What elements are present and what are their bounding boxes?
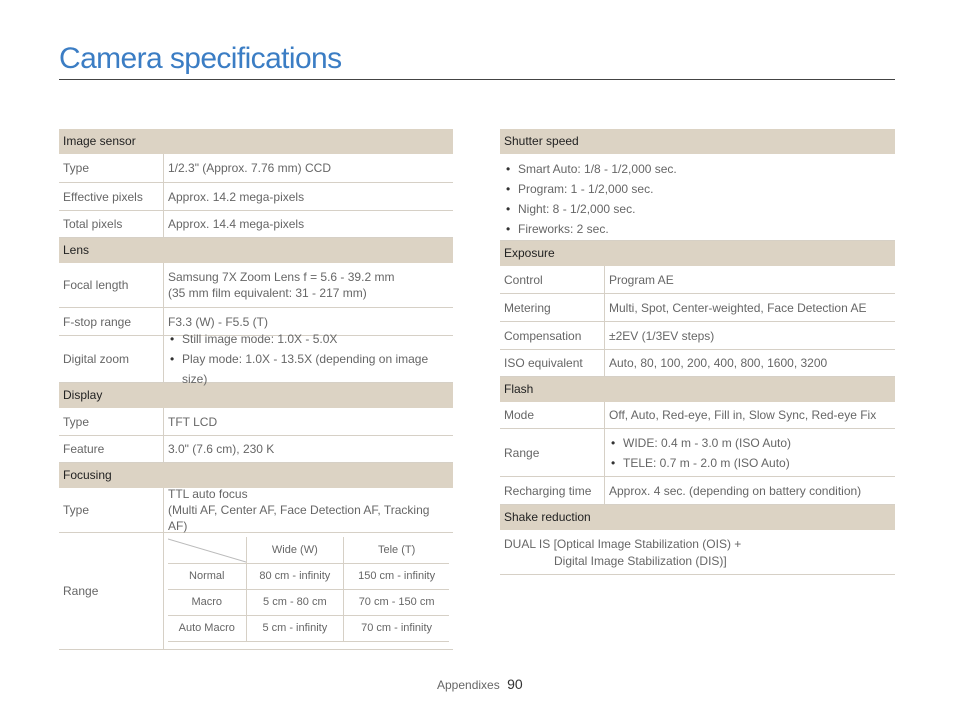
spec-value: 1/2.3" (Approx. 7.76 mm) CCD [168,161,331,175]
spec-value: F3.3 (W) - F5.5 (T) [168,314,268,329]
table-row [168,589,449,615]
spec-row-flash-mode [500,402,895,429]
spec-row-focal-length [59,263,453,308]
diagonal-line-icon [168,537,246,563]
spec-value: TFT LCD [168,414,218,429]
range-wide: 5 cm - infinity [246,615,344,641]
spec-row-recharge [500,477,895,505]
spec-key: Recharging time [500,477,605,504]
range-col-wide: Wide (W) [246,537,344,563]
spec-row-digital-zoom [59,332,453,386]
spec-value [164,533,453,649]
range-tele: 70 cm - infinity [344,615,449,641]
range-wide: 80 cm - infinity [246,563,344,589]
section-header-lens: Lens [59,238,453,263]
focal-line-1: Samsung 7X Zoom Lens f = 5.6 - 39.2 mm [168,270,395,284]
spec-row-focus-type [59,488,453,533]
range-mode: Macro [168,589,246,615]
list-item: • Fireworks: 2 sec. [504,219,891,239]
list-item: • Smart Auto: 1/8 - 1/2,000 sec. [504,159,891,179]
spec-value: Multi, Spot, Center-weighted, Face Detection AE [609,300,867,315]
spec-row-iso [500,350,895,377]
spec-row-display-type [59,408,453,436]
spec-column-right [500,129,895,575]
flash-range-list [609,433,891,473]
list-item: • Still image mode: 1.0X - 5.0X [168,329,449,349]
focal-line-2: (35 mm film equivalent: 31 - 217 mm) [168,286,367,300]
spec-key: Range [500,429,605,476]
list-item: • TELE: 0.7 m - 2.0 m (ISO Auto) [609,453,891,473]
list-item: • WIDE: 0.4 m - 3.0 m (ISO Auto) [609,433,891,453]
spec-key: Type [59,408,164,435]
range-table-corner [168,537,246,563]
focus-type-line-2: (Multi AF, Center AF, Face Detection AF, Tracking AF) [168,503,430,533]
spec-key: Metering [500,294,605,321]
range-col-tele: Tele (T) [344,537,449,563]
spec-value: Approx. 14.4 mega-pixels [168,217,305,231]
section-header-image-sensor: Image sensor [59,129,453,154]
spec-row-compensation [500,322,895,350]
focus-range-table [168,537,449,642]
spec-row-display-feature [59,436,453,463]
spec-value [164,263,453,307]
zoom-list [168,329,449,389]
spec-row-flash-range [500,429,895,477]
shutter-list [504,159,891,239]
spec-value [605,429,895,476]
shake-line-1: DUAL IS [Optical Image Stabilization (OIS) + [504,537,742,551]
table-row [168,615,449,641]
range-tele: 150 cm - infinity [344,563,449,589]
spec-row-total-pixels [59,211,453,238]
section-header-focusing: Focusing [59,463,453,488]
spec-key: Range [59,533,164,649]
footer-label: Appendixes [437,678,500,692]
spec-row-effective-pixels [59,183,453,211]
list-item: • Program: 1 - 1/2,000 sec. [504,179,891,199]
spec-key: Type [59,154,164,182]
spec-value [164,332,453,386]
spec-column-left [59,129,453,650]
range-mode: Auto Macro [168,615,246,641]
spec-value: ±2EV (1/3EV steps) [609,328,715,343]
spec-value: Approx. 4 sec. (depending on battery condition) [609,483,862,498]
list-item: • Night: 8 - 1/2,000 sec. [504,199,891,219]
spec-key: Type [59,488,164,532]
shake-reduction-text [500,530,895,575]
table-row [168,563,449,589]
section-header-shake: Shake reduction [500,505,895,530]
spec-value: 3.0" (7.6 cm), 230 K [168,442,275,456]
shutter-list-block [500,154,895,241]
range-tele: 70 cm - 150 cm [344,589,449,615]
spec-key: Control [500,266,605,293]
spec-key: Effective pixels [59,183,164,210]
spec-key: Compensation [500,322,605,349]
spec-value [164,488,453,532]
page-number: 90 [507,676,523,692]
section-header-display: Display [59,383,453,408]
section-header-exposure: Exposure [500,241,895,266]
section-header-shutter: Shutter speed [500,129,895,154]
page-footer [437,676,523,692]
range-wide: 5 cm - 80 cm [246,589,344,615]
spec-key: Focal length [59,263,164,307]
title-divider [59,79,895,80]
list-item: • Play mode: 1.0X - 13.5X (depending on image size) [168,349,449,389]
page-title: Camera specifications [59,42,342,75]
spec-key: Digital zoom [59,336,164,382]
spec-key: Total pixels [59,211,164,237]
focus-type-line-1: TTL auto focus [168,487,248,501]
shake-line-2: Digital Image Stabilization (DIS)] [554,554,727,568]
spec-key: F-stop range [59,308,164,335]
spec-value: Program AE [609,272,674,287]
spec-key: Mode [500,402,605,428]
spec-row-sensor-type [59,154,453,183]
range-mode: Normal [168,563,246,589]
spec-row-metering [500,294,895,322]
spec-value: Approx. 14.2 mega-pixels [168,189,305,204]
spec-row-control [500,266,895,294]
spec-key: Feature [59,436,164,462]
spec-key: ISO equivalent [500,350,605,376]
spec-value: Auto, 80, 100, 200, 400, 800, 1600, 3200 [609,356,828,370]
spec-value: Off, Auto, Red-eye, Fill in, Slow Sync, Red-eye Fix [609,408,877,422]
spec-row-focus-range [59,533,453,650]
section-header-flash: Flash [500,377,895,402]
